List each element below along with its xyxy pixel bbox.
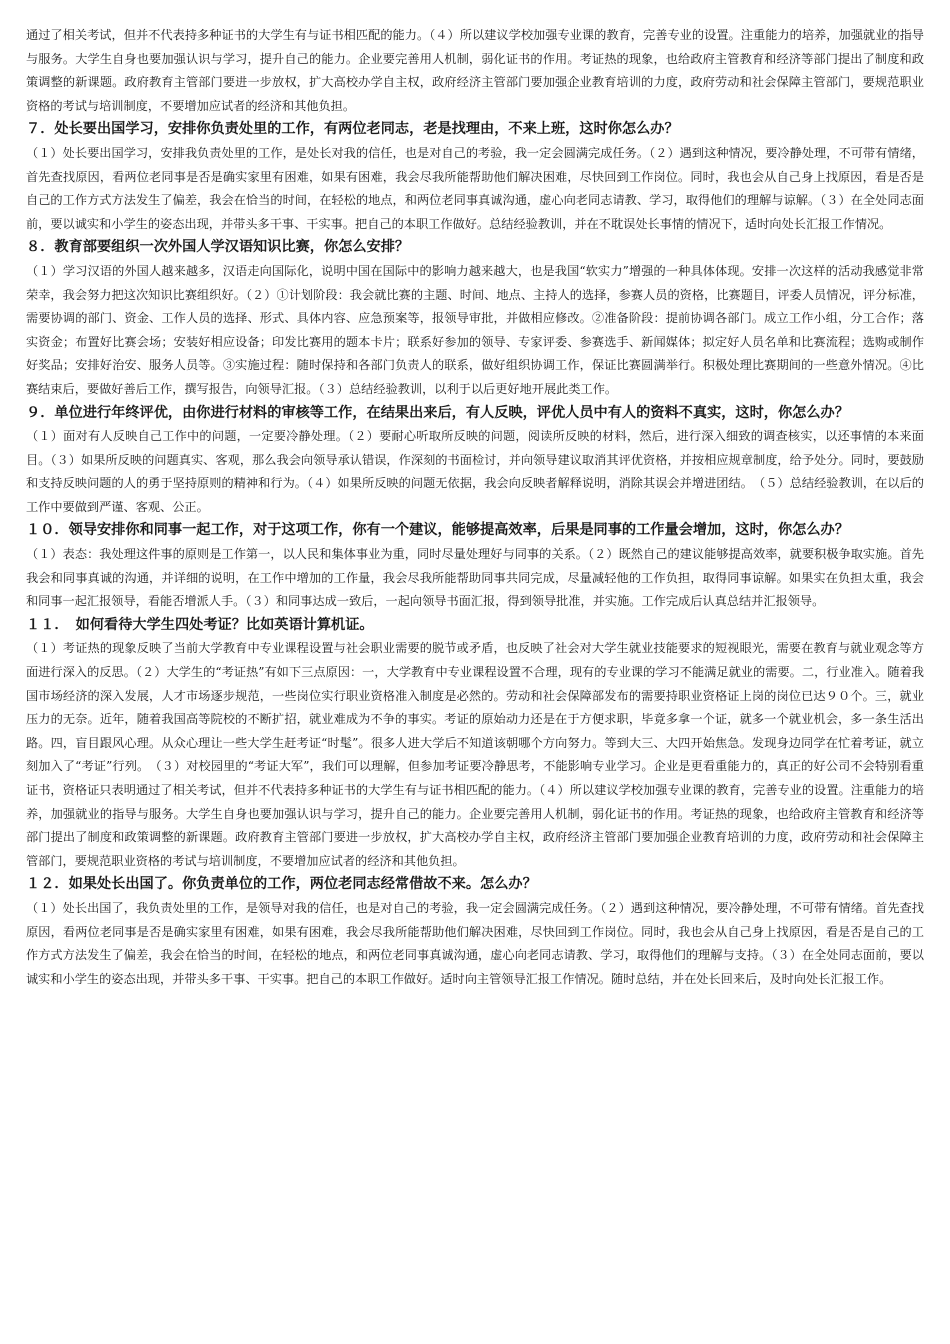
answer-paragraph: （１）学习汉语的外国人越来越多，汉语走向国际化，说明中国在国际中的影响力越来越大，也是我国“软实力”增强的一种具体体现。安排一次这样的活动我感觉非常荣幸，我会努力把这次知识比赛组织好。（２）①计划阶段：我会就比赛的主题、时间、地点、主持人的选择，参赛人员的资格，比赛题目，评委人员情况，评分标准，需要协调的部门、资金、工作人员的选择、形式、具体内容、应急预案等，报领导审批，并做相应修改。②准备阶段：提前协调各部门。成立工作小组，分工合作；落实资金；布置好比赛会场；安装好相应设备；印发比赛用的题本卡片；联系好参加的领导、专家评委、参赛选手、新闻媒体；拟定好人员名单和比赛流程；选购或制作好奖品；安排好治安、服务人员等。③实施过程：随时保持和各部门负责人的联系，做好组织协调工作，保证比赛圆满举行。积极处理比赛期间的一些意外情况。④比赛结束后，要做好善后工作，撰写报告，向领导汇报。（３）总结经验教训，以利于以后更好地开展此类工作。 [26, 263, 924, 396]
answer-paragraph: （１）处长要出国学习，安排我负责处里的工作，是处长对我的信任，也是对自己的考验，我一定会圆满完成任务。（２）遇到这种情况，要冷静处理，不可带有情绪，首先查找原因，看两位老同事是否是确实家里有困难，如果有困难，我会尽我所能帮助他们解决困难，尽快回到工作岗位。同时，我也会从自己身上找原因，看是否是自己的工作方式方法发生了偏差，我会在恰当的时间，在轻松的地点，和两位老同事真诚沟通，虚心向老同志请教、学习，取得他们的理解与谅解。（３）在全处同志面前，要以诚实和小学生的姿态出现，并带头多干事、干实事。把自己的本职工作做好。总结经验教训，并在不耽误处长事情的情况下，适时向处长汇报工作情况。 [26, 145, 924, 231]
question-heading: ７．处长要出国学习，安排你负责处里的工作，有两位老同志，老是找理由，不来上班，这时你怎么办？ [26, 121, 679, 138]
answer-paragraph: （１）处长出国了，我负责处里的工作，是领导对我的信任，也是对自己的考验，我一定会圆满完成任务。（２）遇到这种情况，要冷静处理，不可带有情绪。首先查找原因，看两位老同事是否是确实家里有困难，如果有困难，我会尽我所能帮助他们解决困难，尽快回到工作岗位。同时，我也会从自己身上找原因，看是否是自己的工作方式方法发生了偏差，我会在恰当的时间，在轻松的地点，和两位老同事真诚沟通，虚心向老同志请教、学习，取得他们的理解与支持。（３）在全处同志面前，要以诚实和小学生的姿态出现，并带头多干事、干实事。把自己的本职工作做好。适时向主管领导汇报工作情况。随时总结，并在处长回来后，及时向处长汇报工作。 [26, 900, 924, 986]
question-heading: １２．如果处长出国了。你负责单位的工作，两位老同志经常借故不来。怎么办？ [26, 876, 537, 893]
answer-paragraph: （１）面对有人反映自己工作中的问题，一定要冷静处理。（２）要耐心听取所反映的问题，阅读所反映的材料，然后，进行深入细致的调查核实，以还事情的本来面目。（３）如果所反映的问题真实、客观，那么我会向领导承认错误，作深刻的书面检讨，并向领导建议取消其评优资格，并按相应规章制度，给予处分。同时，要鼓励和支持反映问题的人的勇于坚持原则的精神和行为。（４）如果所反映的问题无依据，我会向反映者解释说明，消除其误会并增进团结。 （５）总结经验教训，在以后的工作中要做到严谨、客观、公正。 [26, 429, 924, 514]
question-heading: ９．单位进行年终评优，由你进行材料的审核等工作，在结果出来后，有人反映，评优人员中有人的资料不真实，这时，你怎么办？ [26, 404, 849, 421]
answer-paragraph: （１）表态：我处理这件事的原则是工作第一，以人民和集体事业为重，同时尽量处理好与同事的关系。（２）既然自己的建议能够提高效率，就要积极争取实施。首先我会和同事真诚的沟通，并详细的说明，在工作中增加的工作量，我会尽我所能帮助同事共同完成，尽量减轻他的工作负担，取得同事谅解。如果实在负担太重，我会和同事一起汇报领导，看能否增派人手。（３）和同事达成一致后，一起向领导书面汇报，得到领导批准，并实施。工作完成后认真总结并汇报领导。 [26, 547, 924, 609]
answer-paragraph: 通过了相关考试，但并不代表持多种证书的大学生有与证书相匹配的能力。（４）所以建议学校加强专业课的教育，完善专业的设置。注重能力的培养，加强就业的指导与服务。大学生自身也要加强认识与学习，提升自己的能力。企业要完善用人机制，弱化证书的作用。考证热的现象，也给政府主管教育和经济等部门提出了制度和政策调整的新课题。政府教育主管部门要进一步放权，扩大高校办学自主权，政府经济主管部门要加强企业教育培训的力度，政府劳动和社会保障主管部门，要规范职业资格的考试与培训制度，不要增加应试者的经济和其他负担。 [26, 28, 924, 113]
answer-paragraph: （１）考证热的现象反映了当前大学教育中专业课程设置与社会职业需要的脱节或矛盾，也反映了社会对大学生就业技能要求的短视眼光，需要在教育与就业观念等方面进行深入的反思。（２）大学生的“考证热”有如下三点原因：一，大学教育中专业课程设置不合理，现有的专业课的学习不能满足就业的需要。二，行业准入。随着我国市场经济的深入发展，人才市场逐步规范，一些岗位实行职业资格准入制度是必然的。劳动和社会保障部发布的需要持职业资格证上岗的岗位已达９０个。三，就业压力的无奈。近年，随着我国高等院校的不断扩招，就业难成为不争的事实。考证的原始动力还是在于方便求职，毕竟多拿一个证，就多一个就业机会，多一条生活出路。四，盲目跟风心理。从众心理让一些大学生赶考证“时髦”。很多人进大学后不知道该朝哪个方向努力。等到大三、大四开始焦急。发现身边同学在忙着考证，就立刻加入了“考证”行列。 （３）对校园里的“考证大军”，我们可以理解，但参加考证要冷静思考，不能影响专业学习。企业是更看重能力的，真正的好公司不会特别看重证书，资格证只表明通过了相关考试，但并不代表持多种证书的大学生有与证书相匹配的能力。（４）所以建议学校加强专业课的教育，完善专业的设置。注重能力的培养，加强就业的指导与服务。大学生自身也要加强认识与学习，提升自己的能力。企业要完善用人机制，弱化证书的作用。考证热的现象，也给政府主管教育和经济等部门提出了制度和政策调整的新课题。政府教育主管部门要进一步放权，扩大高校办学自主权，政府经济主管部门要加强企业教育培训的力度，政府劳动和社会保障主管部门，要规范职业资格的考试与培训制度，不要增加应试者的经济和其他负担。 [26, 641, 924, 868]
question-heading: １０．领导安排你和同事一起工作，对于这项工作，你有一个建议，能够提高效率，后果是同事的工作量会增加，这时，你怎么办？ [26, 522, 849, 539]
question-heading: １１． 如何看待大学生四处考证？比如英语计算机证。 [26, 616, 374, 633]
question-heading: ８．教育部要组织一次外国人学汉语知识比赛，你怎么安排？ [26, 239, 410, 256]
